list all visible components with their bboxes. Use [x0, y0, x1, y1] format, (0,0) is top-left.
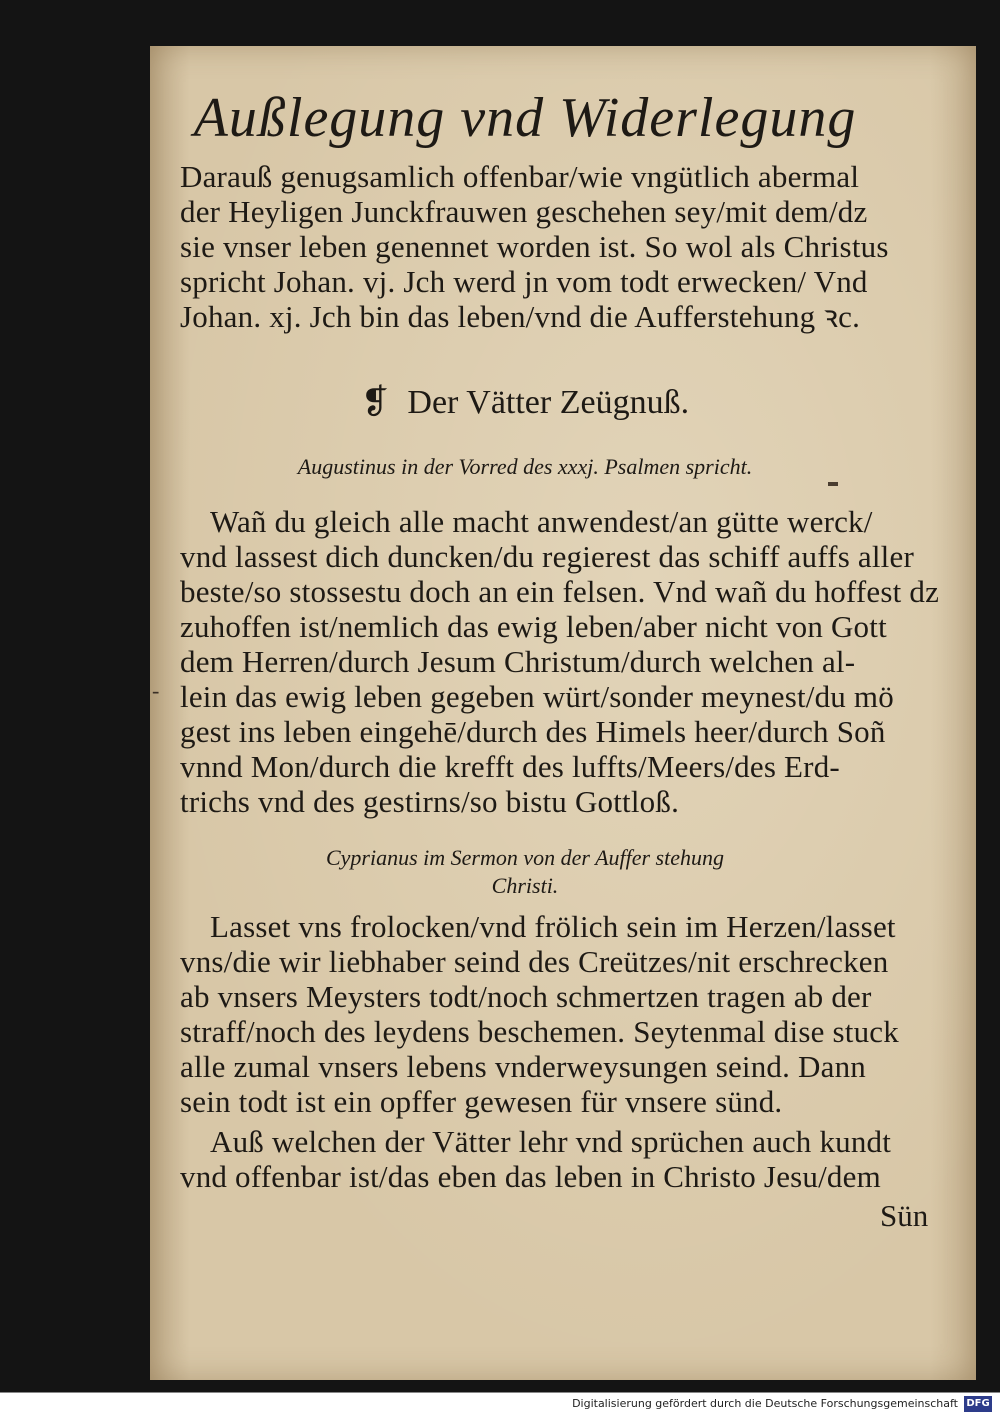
intro-line: Darauß genugsamlich offenbar/wie vngütlich abermal — [180, 159, 860, 194]
section-heading — [180, 382, 870, 422]
augustinus-line: trichs vnd des gestirns/so bistu Gottloß. — [180, 784, 680, 819]
intro-line: der Heyligen Junckfrauwen geschehen sey/mit dem/dz — [180, 194, 868, 229]
cyprianus-line: Lasset vns frolocken/vnd frölich sein im Herzen/lasset — [210, 909, 896, 944]
closing-line: Auß welchen der Vätter lehr vnd sprüchen auch kundt — [210, 1124, 892, 1159]
catchword: Sün — [880, 1198, 929, 1233]
pilcrow-icon: ❡ — [360, 384, 390, 421]
augustinus-line: dem Herren/durch Jesum Christum/durch welchen al- — [180, 644, 856, 679]
augustinus-line: zuhoffen ist/nemlich das ewig leben/aber nicht von Gott — [180, 609, 887, 644]
cyprianus-line: vns/die wir liebhaber seind des Creützes/nit erschrecken — [180, 944, 889, 979]
augustinus-line: vnnd Mon/durch die krefft des luffts/Meers/des Erd- — [180, 749, 840, 784]
augustinus-line: vnd lassest dich duncken/du regierest das schiff auffs aller — [180, 539, 914, 574]
cyprianus-line: straff/noch des leydens beschemen. Seytenmal dise stuck — [180, 1014, 899, 1049]
closing-line: vnd offenbar ist/das eben das leben in Christo Jesu/dem — [180, 1159, 881, 1194]
section-heading-text: Der Vätter Zeügnuß. — [407, 384, 690, 421]
augustinus-line: Wañ du gleich alle macht anwendest/an gütte werck/ — [210, 504, 873, 539]
cyprianus-line: sein todt ist ein opffer gewesen für vnsere sünd. — [180, 1084, 783, 1119]
ink-speck — [828, 482, 838, 486]
intro-line: spricht Johan. vj. Jch werd jn vom todt erwecken/ Vnd — [180, 264, 868, 299]
intro-line: sie vnser leben genennet worden ist. So wol als Christus — [180, 229, 889, 264]
running-title: Außlegung vnd Widerlegung — [193, 87, 857, 149]
cyprianus-line: alle zumal vnsers lebens vnderweysungen seind. Dann — [180, 1049, 866, 1084]
margin-mark: - — [152, 678, 160, 703]
augustinus-line: beste/so stossestu doch an ein felsen. Vnd wañ du hoffest dz — [180, 574, 940, 609]
dfg-logo-icon: DFG — [964, 1396, 992, 1412]
augustinus-caption: Augustinus in der Vorred des xxxj. Psalmen spricht. — [297, 454, 753, 479]
cyprianus-line: ab vnsers Meysters todt/noch schmertzen tragen ab der — [180, 979, 872, 1014]
augustinus-line: gest ins leben eingehē/durch des Himels heer/durch Soñ — [180, 714, 886, 749]
cyprianus-caption: Christi. — [491, 873, 559, 898]
cyprianus-caption: Cyprianus im Sermon von der Auffer stehung — [325, 845, 724, 870]
funding-notice: Digitalisierung gefördert durch die Deutsche Forschungsgemeinschaft — [572, 1397, 958, 1410]
footer-bar — [0, 1392, 1000, 1416]
augustinus-line: lein das ewig leben gegeben würt/sonder meynest/du mö — [180, 679, 894, 714]
intro-line: Johan. xj. Jch bin das leben/vnd die Aufferstehung ꝛc. — [180, 299, 861, 334]
